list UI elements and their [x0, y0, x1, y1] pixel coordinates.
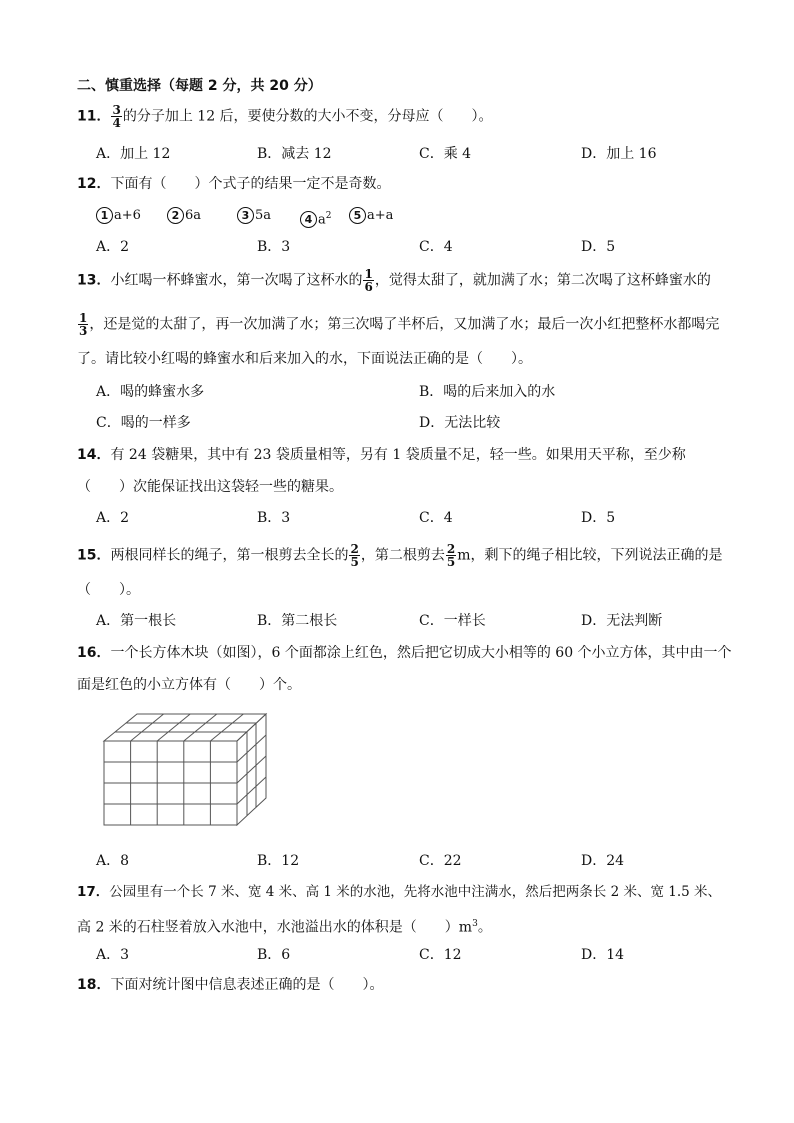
question-text: ，第二根剪去 [360, 547, 445, 564]
question-number: 12． [77, 176, 111, 192]
fraction [111, 104, 121, 129]
question-13-line-2 [77, 312, 719, 337]
option-d[interactable]: D．24 [581, 853, 625, 869]
question-text: ，还是觉的太甜了，再一次加满了水；第三次喝了半杯后，又加满了水；最后一次小红把整杯水都喝完 [89, 316, 720, 333]
question-13-line-3: 了。请比较小红喝的蜂蜜水和后来加入的水，下面说法正确的是（ ）。 [77, 351, 532, 367]
question-text: 一个长方体木块（如图），6 个面都涂上红色，然后把它切成大小相等的 60 个小立方体，其中由一个 [110, 645, 732, 661]
question-text: 下面对统计图中信息表述正确的是（ ）。 [110, 977, 384, 993]
expression-item [349, 206, 393, 226]
expression: a+6 [114, 208, 141, 223]
question-15 [77, 543, 722, 568]
fraction-denominator: 5 [350, 555, 359, 569]
question-text: ，觉得太甜了，就加满了水；第二次喝了这杯蜂蜜水的 [374, 272, 711, 289]
exponent: 3 [472, 919, 478, 929]
question-17-line-2 [77, 914, 492, 938]
circled-number-5: 5 [349, 207, 366, 224]
fraction [349, 543, 359, 568]
question-number: 17． [77, 884, 110, 900]
option-a[interactable]: A．2 [96, 239, 130, 255]
fraction [363, 268, 373, 293]
question-16 [77, 643, 732, 663]
fraction [78, 312, 88, 337]
question-15-line-2: （ ）。 [77, 582, 140, 598]
option-c[interactable]: C．4 [419, 239, 453, 255]
question-text: 。 [477, 919, 492, 936]
exponent: 2 [325, 211, 332, 221]
option-d[interactable]: D．无法比较 [419, 415, 501, 431]
option-d[interactable]: D．5 [581, 510, 616, 526]
option-b[interactable]: B．喝的后来加入的水 [419, 384, 556, 400]
circled-number-4: 4 [300, 211, 317, 228]
option-c[interactable]: C．4 [419, 510, 453, 526]
option-a[interactable]: A．3 [96, 947, 130, 963]
question-13 [77, 268, 711, 293]
option-a[interactable]: A．喝的蜂蜜水多 [96, 384, 205, 400]
cuboid-grid-figure [100, 712, 270, 832]
expression: 6a [185, 208, 202, 223]
section-title: 二、慎重选择（每题 2 分，共 20 分） [77, 78, 322, 94]
question-number: 14． [77, 447, 111, 463]
question-number: 11． [77, 108, 111, 125]
option-c[interactable]: C．一样长 [419, 613, 486, 629]
fraction-denominator: 6 [364, 280, 373, 294]
option-a[interactable]: A．2 [96, 510, 130, 526]
option-a[interactable]: A．8 [96, 853, 130, 869]
fraction-numerator: 1 [79, 311, 88, 325]
question-text: 高 2 米的石柱竖着放入水池中，水池溢出水的体积是（ ）m [77, 919, 473, 936]
option-b[interactable]: B．第二根长 [257, 613, 338, 629]
option-c[interactable]: C．12 [419, 947, 462, 963]
expression-item [167, 206, 201, 226]
fraction-denominator: 5 [446, 555, 456, 569]
question-text: 有 24 袋糖果，其中有 23 袋质量相等，另有 1 袋质量不足，轻一些。如果用天平称，至少称 [110, 447, 686, 463]
fraction-denominator: 4 [112, 116, 121, 130]
option-d[interactable]: D．无法判断 [581, 613, 663, 629]
expression-item [300, 206, 332, 230]
circled-number-2: 2 [167, 207, 184, 224]
fraction-denominator: 3 [79, 324, 88, 338]
option-d[interactable]: D．14 [581, 947, 625, 963]
question-number: 13． [77, 272, 111, 289]
question-text: 小红喝一杯蜂蜜水，第一次喝了这杯水的 [110, 272, 363, 289]
question-text: 公园里有一个长 7 米、宽 4 米、高 1 米的水池，先将水池中注满水，然后把两条长 2 米、宽 1.5 米、 [109, 884, 722, 900]
option-a[interactable]: A．加上 12 [96, 146, 171, 162]
fraction-numerator: 2 [350, 542, 359, 556]
question-number: 15． [77, 547, 111, 564]
question-11 [77, 104, 493, 129]
option-d[interactable]: D．加上 16 [581, 146, 657, 162]
question-text: 下面有（ ）个式子的结果一定不是奇数。 [110, 176, 391, 192]
question-number: 16． [77, 645, 111, 661]
circled-number-1: 1 [96, 207, 113, 224]
question-number: 18． [77, 977, 111, 993]
fraction-numerator: 3 [112, 103, 121, 117]
fraction [446, 543, 456, 568]
question-text: 的分子加上 12 后，要使分数的大小不变，分母应（ ）。 [122, 108, 493, 125]
expression: a+a [367, 208, 394, 223]
question-17 [77, 882, 721, 902]
expression: 5a [255, 208, 272, 223]
option-c[interactable]: C．喝的一样多 [96, 415, 191, 431]
question-16-line-2: 面是红色的小立方体有（ ）个。 [77, 677, 301, 693]
option-c[interactable]: C．22 [419, 853, 462, 869]
option-c[interactable]: C．乘 4 [419, 146, 472, 162]
question-18 [77, 975, 383, 995]
circled-number-3: 3 [237, 207, 254, 224]
expression: a [318, 212, 326, 228]
question-12 [77, 174, 390, 194]
option-a[interactable]: A．第一根长 [96, 613, 177, 629]
question-text: 两根同样长的绳子，第一根剪去全长的 [110, 547, 349, 564]
option-b[interactable]: B．12 [257, 853, 300, 869]
expression-item [96, 206, 141, 226]
fraction-numerator: 1 [364, 267, 373, 281]
fraction-numerator: 2 [446, 542, 456, 556]
option-b[interactable]: B．减去 12 [257, 146, 332, 162]
option-b[interactable]: B．6 [257, 947, 291, 963]
question-14-line-2: （ ）次能保证找出这袋轻一些的糖果。 [77, 479, 343, 495]
question-text: m，剩下的绳子相比较，下列说法正确的是 [457, 547, 723, 564]
expression-item [237, 206, 271, 226]
question-14 [77, 445, 686, 465]
option-b[interactable]: B．3 [257, 510, 291, 526]
option-b[interactable]: B．3 [257, 239, 291, 255]
option-d[interactable]: D．5 [581, 239, 616, 255]
